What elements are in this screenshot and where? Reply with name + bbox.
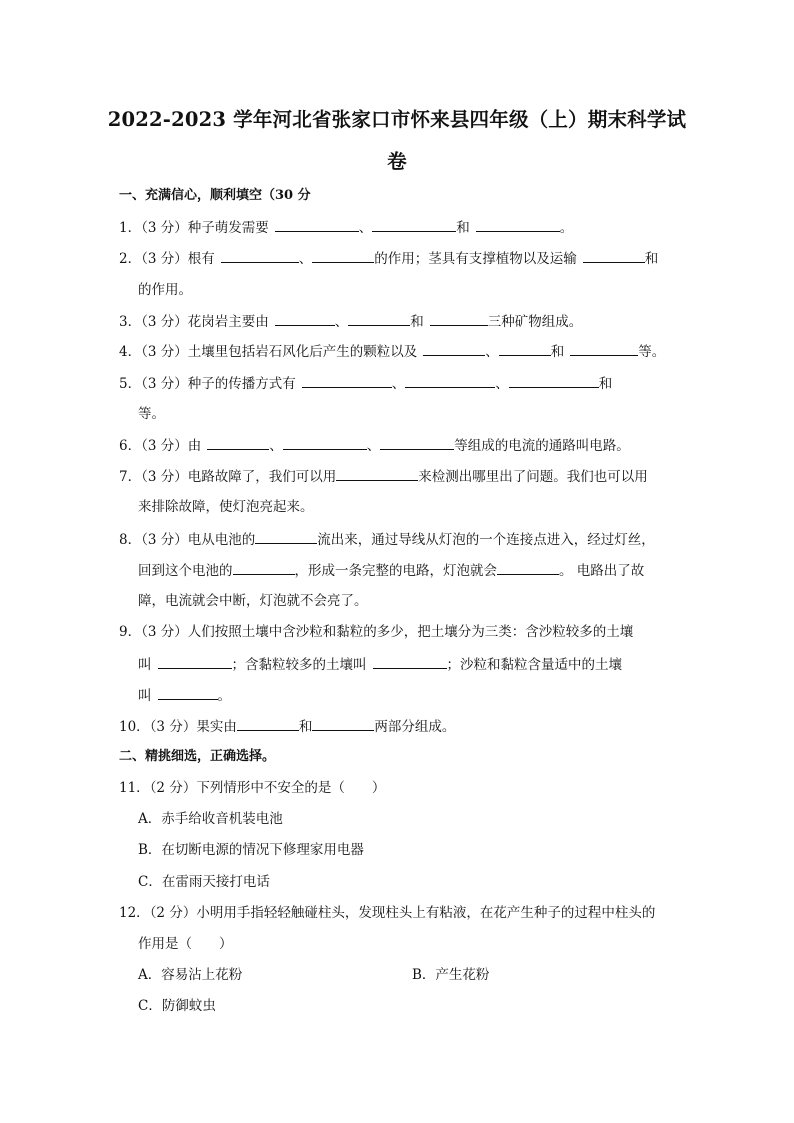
answer-blank[interactable] bbox=[430, 312, 488, 326]
answer-blank[interactable] bbox=[583, 249, 645, 263]
answer-blank[interactable] bbox=[336, 467, 418, 481]
section-heading-multiple-choice: 二、精挑细选，正确选择。 bbox=[119, 749, 276, 764]
answer-blank[interactable] bbox=[509, 374, 599, 388]
q12-option-c[interactable]: C．防御蚊虫 bbox=[138, 998, 216, 1014]
question-5: 5．（3 分）种子的传播方式有 、 、 和 bbox=[119, 376, 613, 392]
answer-blank[interactable] bbox=[373, 655, 447, 669]
q11-option-a[interactable]: A．赤手给收音机装电池 bbox=[138, 811, 283, 827]
question-2-continued: 的作用。 bbox=[138, 282, 192, 298]
question-12-continued: 作用是（ ） bbox=[138, 936, 233, 952]
section-heading-fill-blank: 一、充满信心，顺利填空（30 分 bbox=[119, 188, 311, 203]
answer-blank[interactable] bbox=[348, 312, 410, 326]
answer-blank[interactable] bbox=[380, 436, 454, 450]
question-8-continued: 回到这个电池的 ，形成一条完整的电路，灯泡就会 。 电路出了故 bbox=[138, 563, 645, 579]
q11-option-c[interactable]: C．在雷雨天接打电话 bbox=[138, 874, 270, 890]
q12-option-b[interactable]: B．产生花粉 bbox=[412, 967, 490, 983]
answer-blank[interactable] bbox=[237, 717, 299, 731]
q12-option-a[interactable]: A．容易沾上花粉 bbox=[138, 967, 243, 983]
answer-blank[interactable] bbox=[221, 249, 299, 263]
question-8-continued-2: 障，电流就会中断，灯泡就不会亮了。 bbox=[138, 593, 368, 609]
question-11: 11．（2 分）下列情形中不安全的是（ ） bbox=[119, 780, 386, 796]
answer-blank[interactable] bbox=[405, 374, 495, 388]
answer-blank[interactable] bbox=[312, 249, 374, 263]
answer-blank[interactable] bbox=[158, 686, 218, 700]
answer-blank[interactable] bbox=[570, 342, 638, 356]
question-4: 4．（3 分）土壤里包括岩石风化后产生的颗粒以及 、 和 等。 bbox=[119, 344, 666, 360]
exam-title-continued: 卷 bbox=[387, 150, 407, 173]
answer-blank[interactable] bbox=[499, 342, 551, 356]
answer-blank[interactable] bbox=[476, 218, 560, 232]
answer-blank[interactable] bbox=[497, 561, 559, 575]
question-6: 6．（3 分）由 、 、 等组成的电流的通路叫电路。 bbox=[119, 438, 630, 454]
question-9-continued-2: 叫 。 bbox=[138, 688, 231, 704]
answer-blank[interactable] bbox=[158, 655, 232, 669]
answer-blank[interactable] bbox=[207, 436, 269, 450]
answer-blank[interactable] bbox=[275, 218, 359, 232]
question-10: 10．（3 分）果实由 和 两部分组成。 bbox=[119, 719, 456, 735]
answer-blank[interactable] bbox=[372, 218, 456, 232]
answer-blank[interactable] bbox=[423, 342, 485, 356]
question-1: 1．（3 分）种子萌发需要 、 和 。 bbox=[119, 220, 574, 236]
question-5-continued: 等。 bbox=[138, 406, 165, 422]
answer-blank[interactable] bbox=[312, 717, 374, 731]
question-9-continued: 叫 ；含黏粒较多的土壤叫 ；沙粒和黏粒含量适中的土壤 bbox=[138, 657, 622, 673]
question-3: 3．（3 分）花岗岩主要由 、 和 三种矿物组成。 bbox=[119, 314, 583, 330]
question-7: 7．（3 分）电路故障了，我们可以用 来检测出哪里出了问题。我们也可以用 bbox=[119, 469, 648, 485]
question-12: 12．（2 分）小明用手指轻轻触碰柱头，发现柱头上有粘液，在花产生种子的过程中柱头的 bbox=[119, 905, 656, 921]
question-2: 2．（3 分）根有 、 的作用；茎具有支撑植物以及运输 和 bbox=[119, 251, 659, 267]
question-9: 9．（3 分）人们按照土壤中含沙粒和黏粒的多少，把土壤分为三类：含沙粒较多的土壤 bbox=[119, 624, 634, 640]
answer-blank[interactable] bbox=[233, 561, 295, 575]
question-7-continued: 来排除故障，使灯泡亮起来。 bbox=[138, 499, 314, 515]
question-8: 8．（3 分）电从电池的 流出来，通过导线从灯泡的一个连接点进入，经过灯丝， bbox=[119, 532, 655, 548]
answer-blank[interactable] bbox=[283, 436, 367, 450]
answer-blank[interactable] bbox=[255, 530, 317, 544]
q11-option-b[interactable]: B．在切断电源的情况下修理家用电器 bbox=[138, 842, 364, 858]
exam-title: 2022-2023 学年河北省张家口市怀来县四年级（上）期末科学试 bbox=[107, 108, 687, 131]
answer-blank[interactable] bbox=[302, 374, 392, 388]
answer-blank[interactable] bbox=[275, 312, 335, 326]
